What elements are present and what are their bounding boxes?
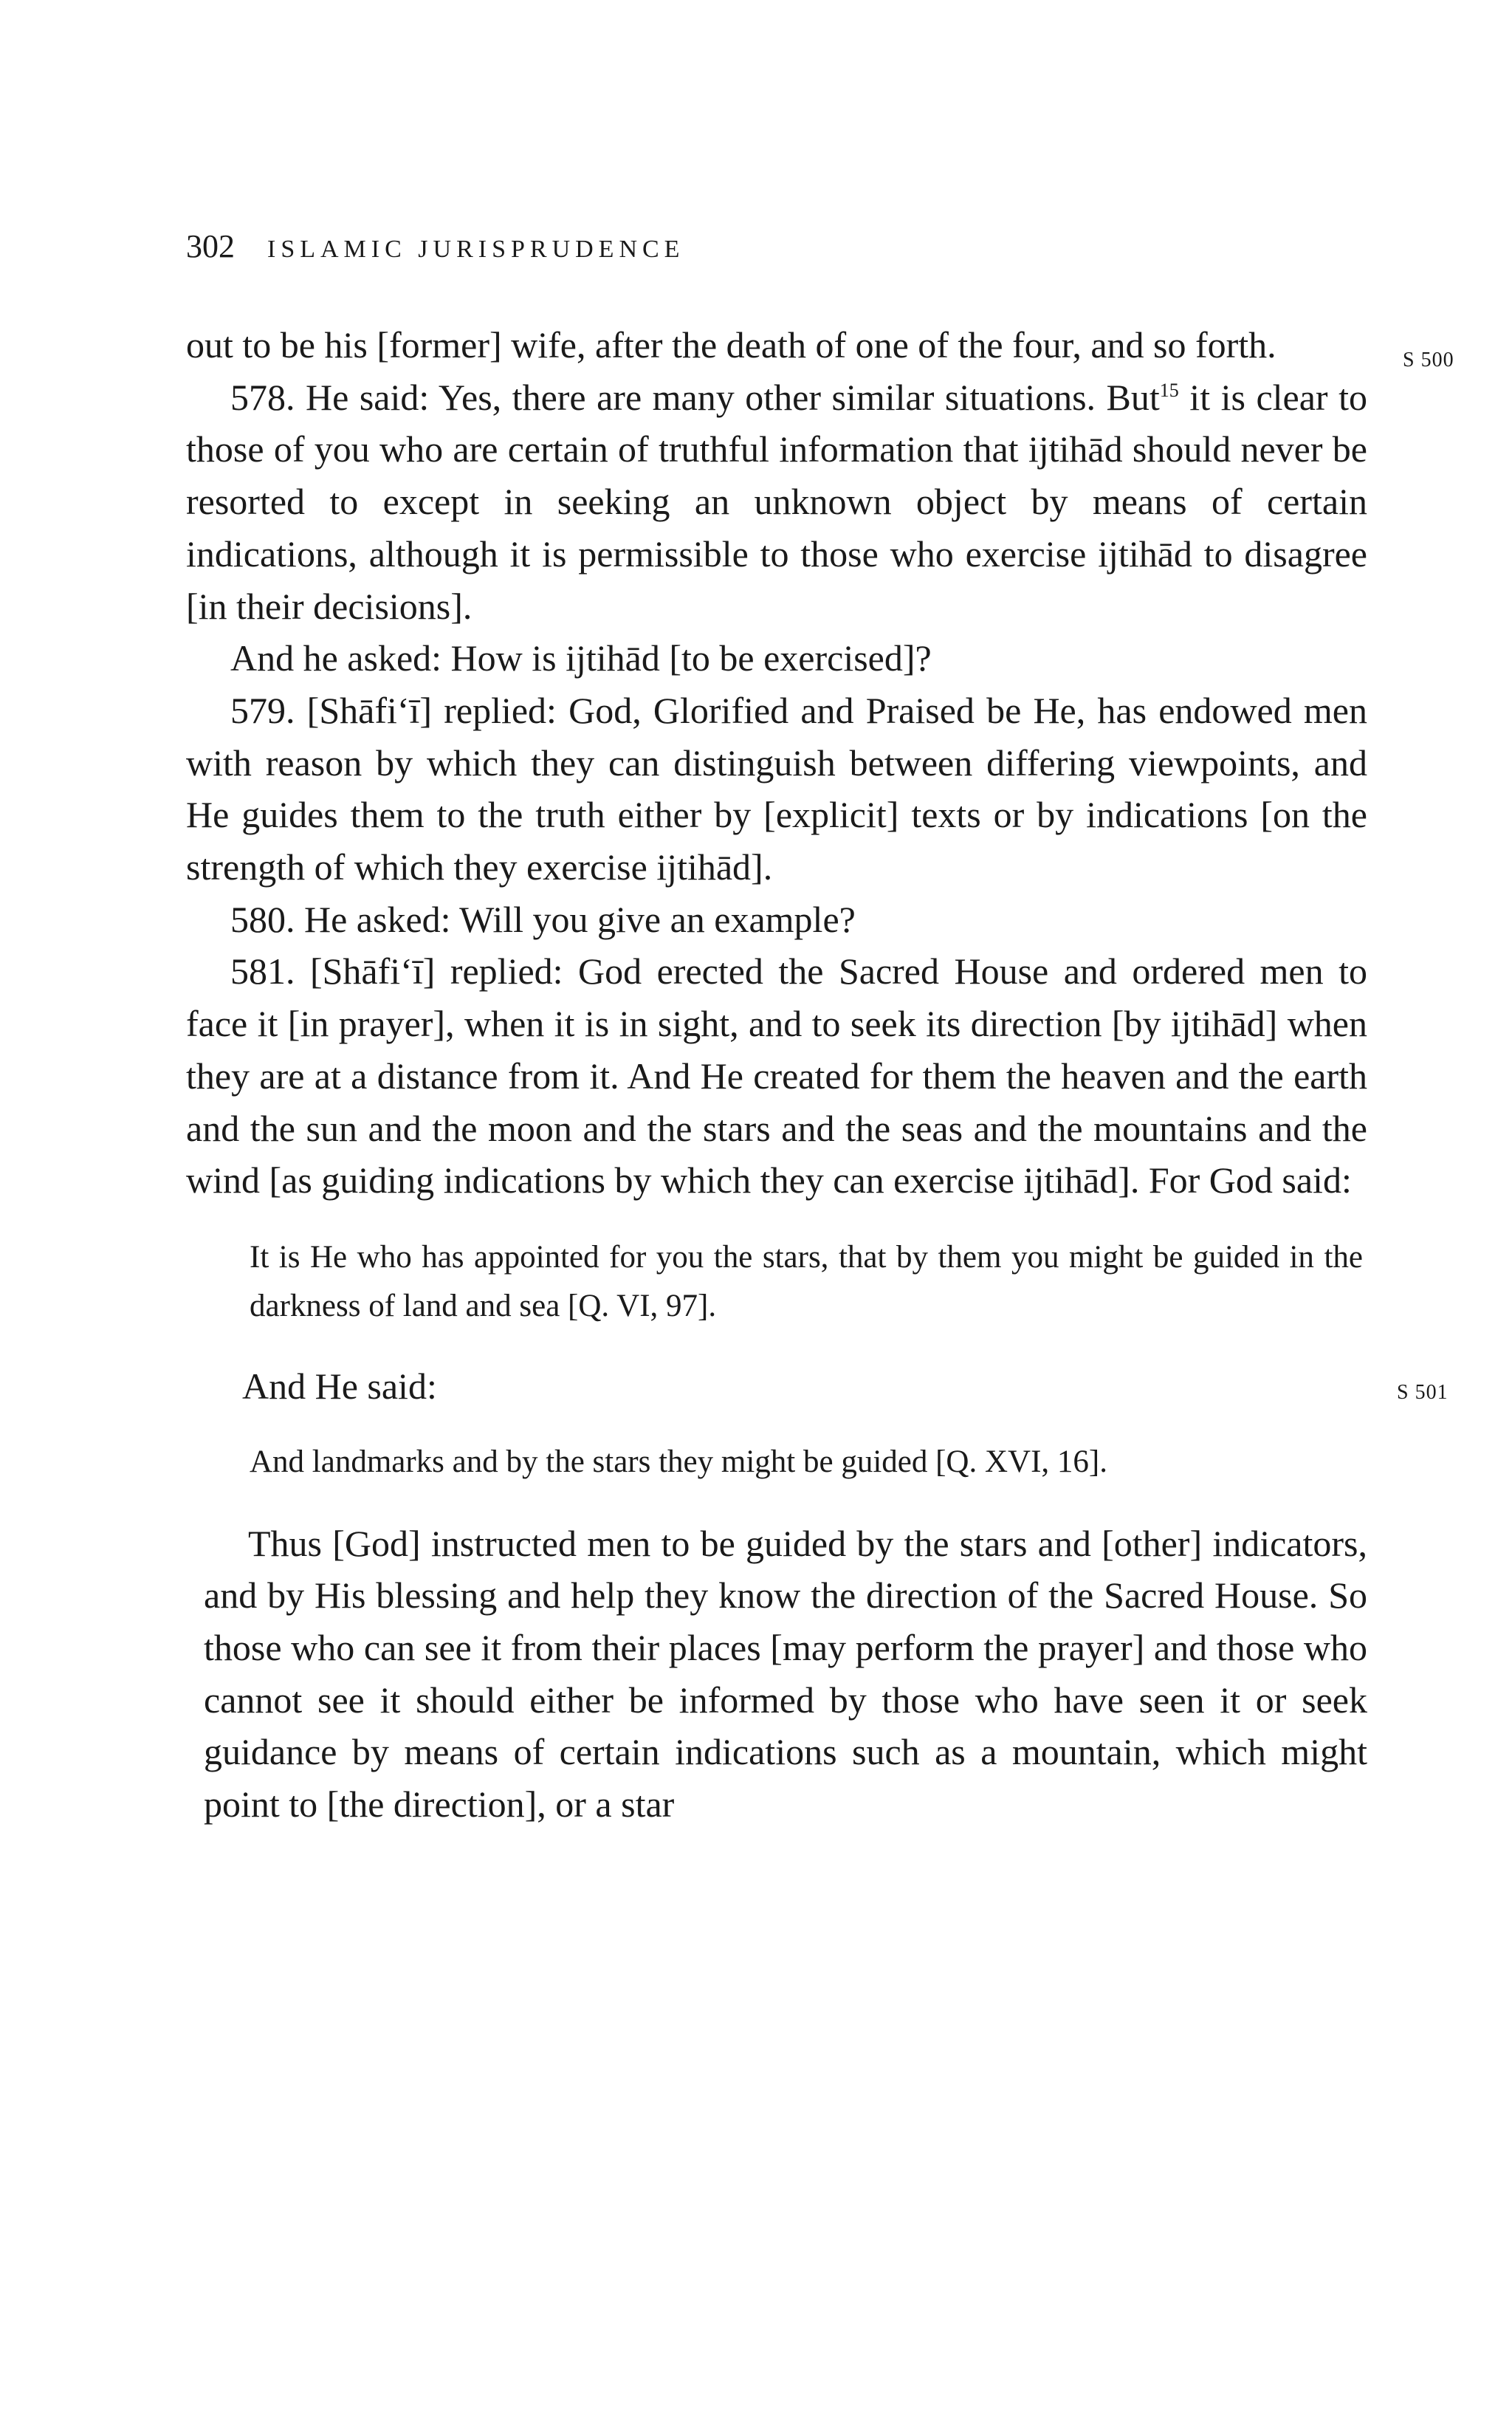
running-title: ISLAMIC JURISPRUDENCE — [267, 236, 685, 263]
paragraph-581: 581. [Shāfi‘ī] replied: God erected the Sacred House and ordered men to face it [in prayer], when it is in sight, and to seek its direction [by ijtihād] when they are at a distance from it. And He created for them the heaven and the earth and the sun and the moon and the stars and the seas and the mountains and the wind [as guiding indications by which they can exercise ijtihād]. For God said: — [186, 950, 1367, 1201]
block-quote-q6-97: It is He who has appointed for you the stars, that by them you might be guided in the darkness of land and sea [Q. VI, 97]. — [250, 1239, 1363, 1323]
paragraph-579: 579. [Shāfi‘ī] replied: God, Glorified and Praised be He, has endowed men with reason by which they can distinguish between differing viewpoints, and He guides them to the truth either by [explicit] texts or by indications [on the strength of which they exercise ijtihād]. — [186, 689, 1367, 888]
margin-reference-s500: S 500 — [1403, 349, 1454, 371]
paragraph-578-text-a: 578. He said: Yes, there are many other similar situations. But — [230, 376, 1160, 418]
paragraph-578-text-b: it is clear to those of you who are certain of truthful information that ijtihād should never be resorted to except in seeking an unknown object by means of certain indications, although it is permissible to those who exercise ijtihād to disagree [in their decisions]. — [186, 376, 1367, 627]
block-quote-q16-16: And landmarks and by the stars they might be guided [Q. XVI, 16]. — [250, 1444, 1107, 1479]
page-number: 302 — [186, 228, 235, 264]
paragraph-thus: Thus [God] instructed men to be guided by the stars and [other] indicators, and by His blessing and help they know the direction of the Sacred House. So those who can see it from their places [may perform the prayer] and those who cannot see it should either be informed by those who have seen it or seek guidance by means of certain indications such as a mountain, which might point to [the direction], or a star — [204, 1522, 1367, 1826]
paragraph-and-he-said: And He said: — [242, 1365, 437, 1407]
body-text — [186, 319, 1367, 1831]
paragraph-580: 580. He asked: Will you give an example? — [230, 898, 856, 940]
paragraph-578 — [186, 371, 1367, 633]
footnote-marker: 15 — [1159, 379, 1179, 401]
running-head — [186, 226, 684, 270]
paragraph-question: And he asked: How is ijtihād [to be exercised]? — [230, 637, 932, 679]
paragraph-continuation: out to be his [former] wife, after the death of one of the four, and so forth. — [186, 324, 1276, 366]
margin-reference-s501: S 501 — [1397, 1381, 1449, 1404]
